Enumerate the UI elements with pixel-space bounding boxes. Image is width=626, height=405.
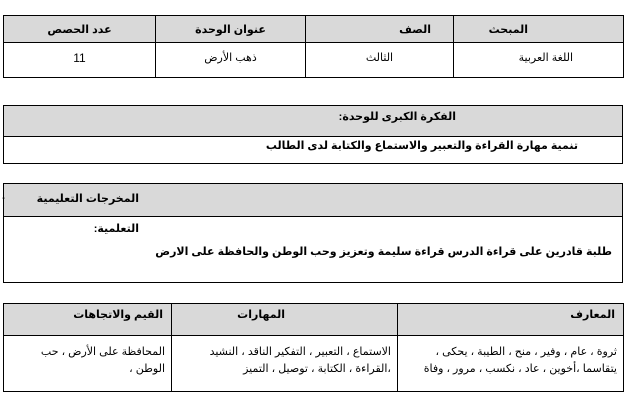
header-knowledge: المعارف [398, 304, 624, 336]
header-values: القيم والاتجاهات [4, 304, 172, 336]
cell-skills [172, 336, 398, 392]
unit-info-table [3, 15, 623, 78]
header-skills: المهارات [172, 304, 398, 336]
header-lesson-count: عدد الحصص [4, 16, 156, 43]
knowledge-line: يتقاسما ،أخوين ، عاد ، نكسب ، مرور ، وفاة [423, 363, 617, 375]
skills-line: ،القراءة ، الكتابة ، توصيل ، التميز [243, 363, 391, 375]
learning-outcomes-box [3, 183, 623, 283]
big-idea-box [3, 105, 623, 164]
value-lesson-count: 11 [4, 43, 156, 78]
big-idea-text: تنمية مهارة القراءة والتعبير والاستماع والكتابة لدى الطالب [265, 140, 578, 152]
header-unit-title: عنوان الوحدة [156, 16, 306, 43]
values-line: الوطن ، [129, 363, 165, 375]
header-subject: المبحث [454, 16, 624, 43]
value-grade: الثالث [306, 43, 454, 78]
value-unit-title: ذهب الأرض [156, 43, 306, 78]
outcomes-table [3, 303, 623, 392]
values-line: المحافظة على الأرض ، حب [40, 346, 165, 358]
learning-outcomes-text: طلبة قادرين على قراءة الدرس قراءة سليمة وتعزيز وحب الوطن والحافظة على الارض [155, 246, 612, 258]
cell-knowledge [398, 336, 624, 392]
value-subject: اللغة العربية [454, 43, 624, 78]
learning-outcomes-heading: المخرجات التعليمية التعلمية: [4, 184, 622, 217]
header-grade: الصف [306, 16, 454, 43]
cell-values [4, 336, 172, 392]
knowledge-line: ثروة ، عام ، وفير ، منح ، الطيبة ، يحكى ، [435, 346, 617, 358]
skills-line: الاستماع ، التعبير ، التفكير الناقد ، النشيد [209, 346, 391, 358]
big-idea-heading: الفكرة الكبرى للوحدة: [4, 106, 622, 137]
outcomes-mark: . [2, 190, 6, 202]
